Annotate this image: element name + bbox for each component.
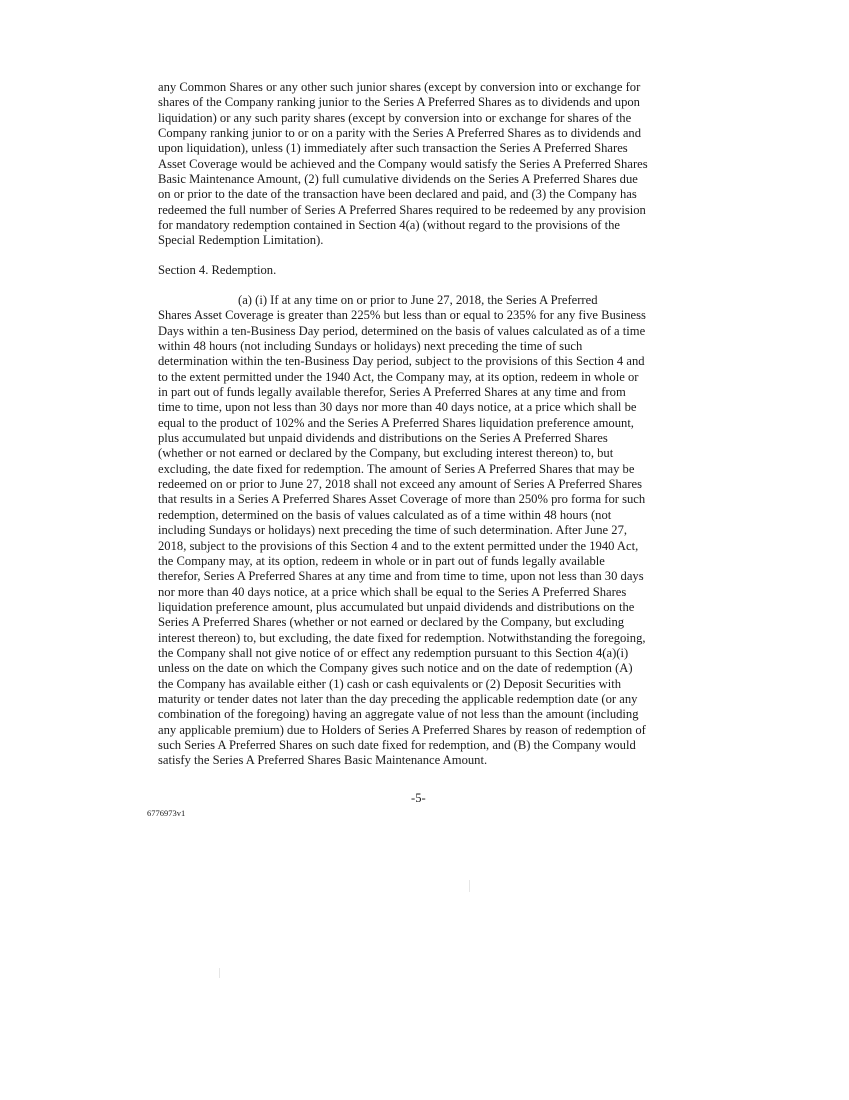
text-line: maturity or tender dates not later than the day preceding the applicable redemption date (or any [158, 691, 638, 706]
text-line: nor more than 40 days notice, at a price which shall be equal to the Series A Preferred Shares [158, 584, 627, 599]
text-line: redemption, determined on the basis of values calculated as of a time within 48 hours (not [158, 507, 612, 522]
text-line: the Company shall not give notice of or effect any redemption pursuant to this Section 4(a)(i) [158, 645, 629, 660]
text-line: liquidation preference amount, plus accumulated but unpaid dividends and distributions on the [158, 599, 635, 614]
text-line: satisfy the Series A Preferred Shares Basic Maintenance Amount. [158, 753, 488, 768]
text-line: Special Redemption Limitation). [158, 233, 324, 248]
scan-artifact [469, 880, 470, 892]
text-line: that results in a Series A Preferred Shares Asset Coverage of more than 250% pro forma for such [158, 492, 646, 507]
text-line: unless on the date on which the Company gives such notice and on the date of redemption (A) [158, 661, 633, 676]
paragraph-1 [158, 80, 674, 249]
text-line: the Company may, at its option, redeem in whole or in part out of funds legally available [158, 553, 605, 568]
text-line: in part out of funds legally available therefor, Series A Preferred Shares at any time and from [158, 385, 626, 400]
text-line: Company ranking junior to or on a parity with the Series A Preferred Shares as to dividends and [158, 126, 642, 141]
document-id: 6776973v1 [147, 808, 186, 818]
text-line: (whether or not earned or declared by the Company, but excluding interest thereon) to, but [158, 446, 614, 461]
text-line: redeemed the full number of Series A Preferred Shares required to be redeemed by any provision [158, 202, 646, 217]
text-line: within 48 hours (not including Sundays or holidays) next preceding the time of such [158, 339, 583, 354]
text-line: plus accumulated but unpaid dividends and distributions on the Series A Preferred Shares [158, 431, 608, 446]
text-line: Series A Preferred Shares (whether or not earned or declared by the Company, but excluding [158, 615, 625, 630]
text-line: to the extent permitted under the 1940 Act, the Company may, at its option, redeem in whole or [158, 369, 639, 384]
text-line: Days within a ten-Business Day period, determined on the basis of values calculated as of a time [158, 323, 646, 338]
text-line: excluding, the date fixed for redemption. The amount of Series A Preferred Shares that may be [158, 461, 635, 476]
text-line: any applicable premium) due to Holders of Series A Preferred Shares by reason of redemption of [158, 722, 646, 737]
text-line: redeemed on or prior to June 27, 2018 shall not exceed any amount of Series A Preferred Shares [158, 477, 643, 492]
text-line: upon liquidation), unless (1) immediately after such transaction the Series A Preferred Shares [158, 141, 628, 156]
paragraph-2 [158, 293, 674, 769]
text-line: interest thereon) to, but excluding, the date fixed for redemption. Notwithstanding the foregoing, [158, 630, 646, 645]
page-number: -5- [411, 791, 426, 805]
text-line: Asset Coverage would be achieved and the Company would satisfy the Series A Preferred Shares [158, 156, 648, 171]
text-line: Basic Maintenance Amount, (2) full cumulative dividends on the Series A Preferred Shares due [158, 172, 638, 187]
text-line: (a) (i) If at any time on or prior to June 27, 2018, the Series A Preferred [238, 293, 598, 307]
text-line: combination of the foregoing) having an aggregate value of not less than the amount (including [158, 707, 639, 722]
text-line: time to time, upon not less than 30 days nor more than 40 days notice, at a price which shall be [158, 400, 637, 415]
text-line: such Series A Preferred Shares on such date fixed for redemption, and (B) the Company would [158, 737, 636, 752]
text-line: equal to the product of 102% and the Series A Preferred Shares liquidation preference amount, [158, 415, 634, 430]
text-line: on or prior to the date of the transaction have been declared and paid, and (3) the Company has [158, 187, 637, 202]
text-line: the Company has available either (1) cash or cash equivalents or (2) Deposit Securities with [158, 676, 622, 691]
text-line: including Sundays or holidays) next preceding the time of such determination. After June 27, [158, 523, 628, 538]
text-line: for mandatory redemption contained in Section 4(a) (without regard to the provisions of the [158, 218, 620, 233]
text-line: therefor, Series A Preferred Shares at any time and from time to time, upon not less than 30 days [158, 569, 644, 584]
text-line: shares of the Company ranking junior to the Series A Preferred Shares as to dividends and upon [158, 95, 640, 110]
section-heading: Section 4. Redemption. [158, 263, 277, 277]
text-line: determination within the ten-Business Day period, subject to the provisions of this Section 4 and [158, 354, 645, 369]
text-line: 2018, subject to the provisions of this Section 4 and to the extent permitted under the 1940 Act, [158, 538, 639, 553]
text-line: liquidation) or any such parity shares (except by conversion into or exchange for shares of the [158, 110, 632, 125]
text-line: any Common Shares or any other such junior shares (except by conversion into or exchange for [158, 80, 641, 94]
text-line: Shares Asset Coverage is greater than 225% but less than or equal to 235% for any five Business [158, 308, 646, 323]
scan-artifact [219, 968, 220, 978]
